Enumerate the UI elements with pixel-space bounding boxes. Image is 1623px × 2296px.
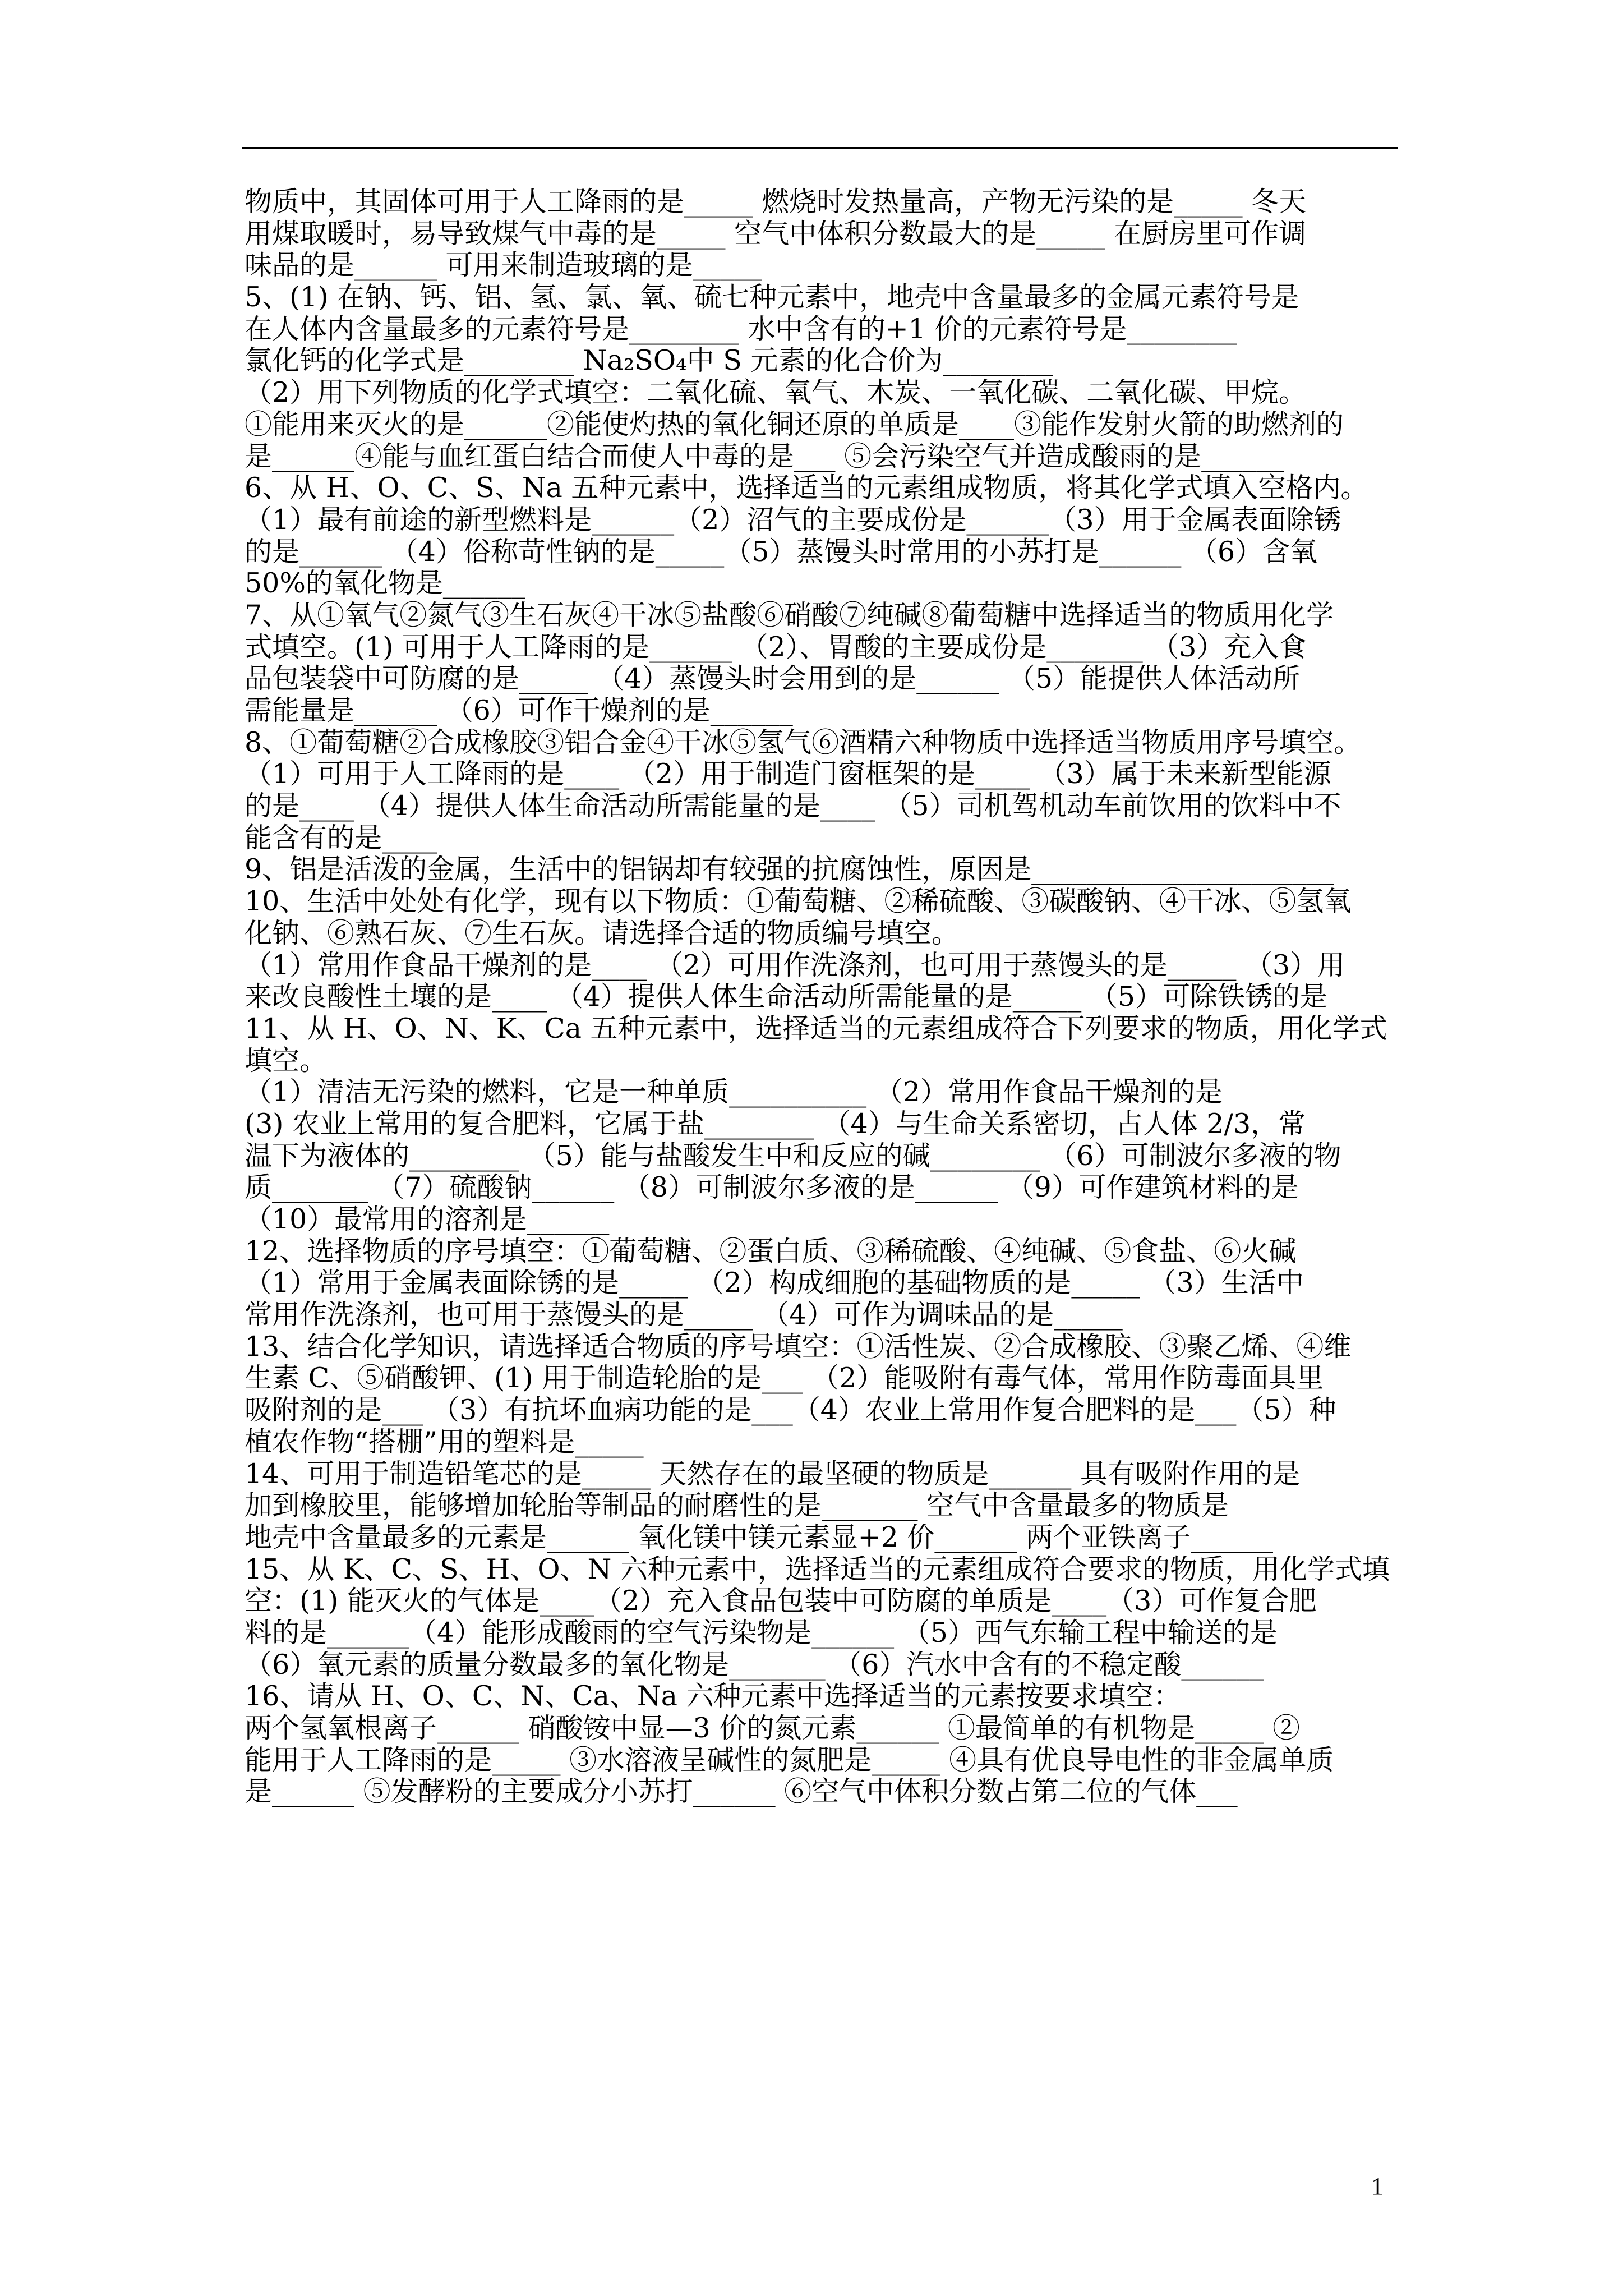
text-line: 15、从 K、C、S、H、O、N 六种元素中，选择适当的元素组成符合要求的物质，用化学式填 [245, 1553, 1390, 1585]
text-line: 14、可用于制造铅笔芯的是_____ 天然存在的最坚硬的物质是______ 具有吸附作用的是 [245, 1457, 1301, 1490]
text-line: 物质中，其固体可用于人工降雨的是_____ 燃烧时发热量高，产物无污染的是_____ 冬天 [245, 186, 1307, 218]
text-line: 生素 C、⑤硝酸钾、(1) 用于制造轮胎的是___ （2）能吸附有毒气体，常用作防毒面具里 [245, 1362, 1324, 1395]
text-line: 式填空。(1) 可用于人工降雨的是______ （2）、胃酸的主要成份是_______ （3）充入食 [245, 631, 1307, 663]
page-number: 1 [1371, 2173, 1384, 2200]
text-line: 需能量是______ （6）可作干燥剂的是______ [245, 694, 793, 726]
text-line: （1）常用于金属表面除锈的是_____ （2）构成细胞的基础物质的是_____ （3）生活中 [245, 1267, 1304, 1299]
text-line: ①能用来灭火的是______②能使灼热的氧化铜还原的单质是____③能作发射火箭的助燃剂的 [245, 408, 1344, 440]
text-line: 16、请从 H、O、C、N、Ca、Na 六种元素中选择适当的元素按要求填空： [245, 1680, 1181, 1713]
text-line: 能用于人工降雨的是_____ ③水溶液呈碱性的氮肥是_____ ④具有优良导电性的非金属单质 [245, 1743, 1334, 1776]
text-line: 质_______ （7）硫酸钠______ （8）可制波尔多液的是______ （9）可作建筑材料的是 [245, 1171, 1299, 1204]
text-line: 空：(1) 能灭火的气体是____（2）充入食品包装中可防腐的单质是____（3）可作复合肥 [245, 1585, 1317, 1617]
text-line: (3) 农业上常用的复合肥料，它属于盐________ （4）与生命关系密切，占人体 2/3，常 [245, 1107, 1306, 1140]
text-line: 用煤取暖时，易导致煤气中毒的是_____ 空气中体积分数最大的是_____ 在厨房里可作调 [245, 217, 1307, 250]
text-line: 植农作物“搭棚”用的塑料是_____ [245, 1425, 644, 1458]
text-line: 10、生活中处处有化学，现有以下物质：①葡萄糖、②稀硫酸、③碳酸钠、④干冰、⑤氢氧 [245, 885, 1352, 918]
text-line: 8、①葡萄糖②合成橡胶③铝合金④干冰⑤氢气⑥酒精六种物质中选择适当物质用序号填空。 [245, 726, 1362, 758]
text-line: 温下为液体的________ （5）能与盐酸发生中和反应的碱________ （6）可制波尔多液的物 [245, 1139, 1341, 1172]
text-line: 7、从①氧气②氮气③生石灰④干冰⑤盐酸⑥硝酸⑦纯碱⑧葡萄糖中选择适当的物质用化学 [245, 599, 1334, 631]
text-line: 填空。 [245, 1044, 328, 1076]
text-line: （1）最有前途的新型燃料是______（2）沼气的主要成份是______（3）用于金属表面除锈 [245, 503, 1341, 536]
text-line: 味品的是______ 可用来制造玻璃的是_____ [245, 249, 762, 282]
text-line: 的是____ （4）提供人体生命活动所需能量的是____ （5）司机驾机动车前饮用的饮料中不 [245, 790, 1341, 822]
text-line: 吸附剂的是___ （3）有抗坏血病功能的是___（4）农业上常用作复合肥料的是___（5）种 [245, 1394, 1336, 1427]
text-line: 6、从 H、O、C、S、Na 五种元素中，选择适当的元素组成物质，将其化学式填入空格内。 [245, 472, 1368, 504]
text-line: 氯化钙的化学式是________ Na₂SO₄中 S 元素的化合价为________ [245, 344, 1053, 377]
text-line: 常用作洗涤剂，也可用于蒸馒头的是_____ （4）可作为调味品的是_____ [245, 1299, 1123, 1331]
text-line: 地壳中含量最多的元素是______ 氧化镁中镁元素显+2 价______ 两个亚铁离子______ [245, 1521, 1273, 1553]
text-line: （1）清洁无污染的燃料，它是一种单质__________ （2）常用作食品干燥剂的是 [245, 1076, 1223, 1108]
text-line: （1）常用作食品干燥剂的是____ （2）可用作洗涤剂，也可用于蒸馒头的是_____ （3）用 [245, 949, 1345, 981]
text-line: （6）氧元素的质量分数最多的氧化物是_______ （6）汽水中含有的不稳定酸______ [245, 1648, 1264, 1681]
text-line: 是______ ⑤发酵粉的主要成分小苏打______ ⑥空气中体积分数占第二位的气体___ [245, 1775, 1238, 1808]
text-line: 9、铝是活泼的金属，生活中的铝锅却有较强的抗腐蚀性，原因是______________________ [245, 853, 1334, 886]
text-line: （1）可用于人工降雨的是____ （2）用于制造门窗框架的是____ （3）属于未来新型能源 [245, 758, 1331, 790]
text-line: （2）用下列物质的化学式填空：二氧化硫、氧气、木炭、一氧化碳、二氧化碳、甲烷。 [245, 376, 1307, 409]
text-line: 11、从 H、O、N、K、Ca 五种元素中，选择适当的元素组成符合下列要求的物质，用化学式 [245, 1012, 1387, 1045]
exercise-text [245, 186, 1404, 1808]
text-line: 加到橡胶里，能够增加轮胎等制品的耐磨性的是_______ 空气中含量最多的物质是 [245, 1489, 1229, 1522]
text-line: 品包装袋中可防腐的是_____ （4）蒸馒头时会用到的是______ （5）能提供人体活动所 [245, 662, 1301, 695]
text-line: 50%的氧化物是______ [245, 567, 525, 600]
text-line: 料的是______（4）能形成酸雨的空气污染物是______ （5）西气东输工程中输送的是 [245, 1616, 1278, 1649]
text-line: 12、选择物质的序号填空：①葡萄糖、②蛋白质、③稀硫酸、④纯碱、⑤食盐、⑥火碱 [245, 1235, 1297, 1267]
text-line: 两个氢氧根离子______ 硝酸铵中显—3 价的氮元素______ ①最简单的有机物是_____ ② [245, 1712, 1300, 1744]
text-line: （10）最常用的溶剂是______ [245, 1203, 610, 1235]
text-line: 来改良酸性土壤的是____ （4）提供人体生命活动所需能量的是_____ （5）可除铁锈的是 [245, 981, 1328, 1013]
text-line: 能含有的是____ [245, 821, 437, 854]
text-line: 是______④能与血红蛋白结合而使人中毒的是___ ⑤会污染空气并造成酸雨的是______ [245, 440, 1284, 472]
header-rule [242, 147, 1398, 149]
text-line: 13、结合化学知识，请选择适合物质的序号填空：①活性炭、②合成橡胶、③聚乙烯、④维 [245, 1330, 1352, 1363]
text-line: 的是______ （4）俗称苛性钠的是_____（5）蒸馒头时常用的小苏打是______ （6）含氧 [245, 535, 1318, 568]
text-line: 化钠、⑥熟石灰、⑦生石灰。请选择合适的物质编号填空。 [245, 917, 960, 949]
text-line: 5、(1) 在钠、钙、铝、氢、氯、氧、硫七种元素中，地壳中含量最多的金属元素符号是 [245, 281, 1299, 314]
text-line: 在人体内含量最多的元素符号是________ 水中含有的+1 价的元素符号是________ [245, 312, 1237, 345]
